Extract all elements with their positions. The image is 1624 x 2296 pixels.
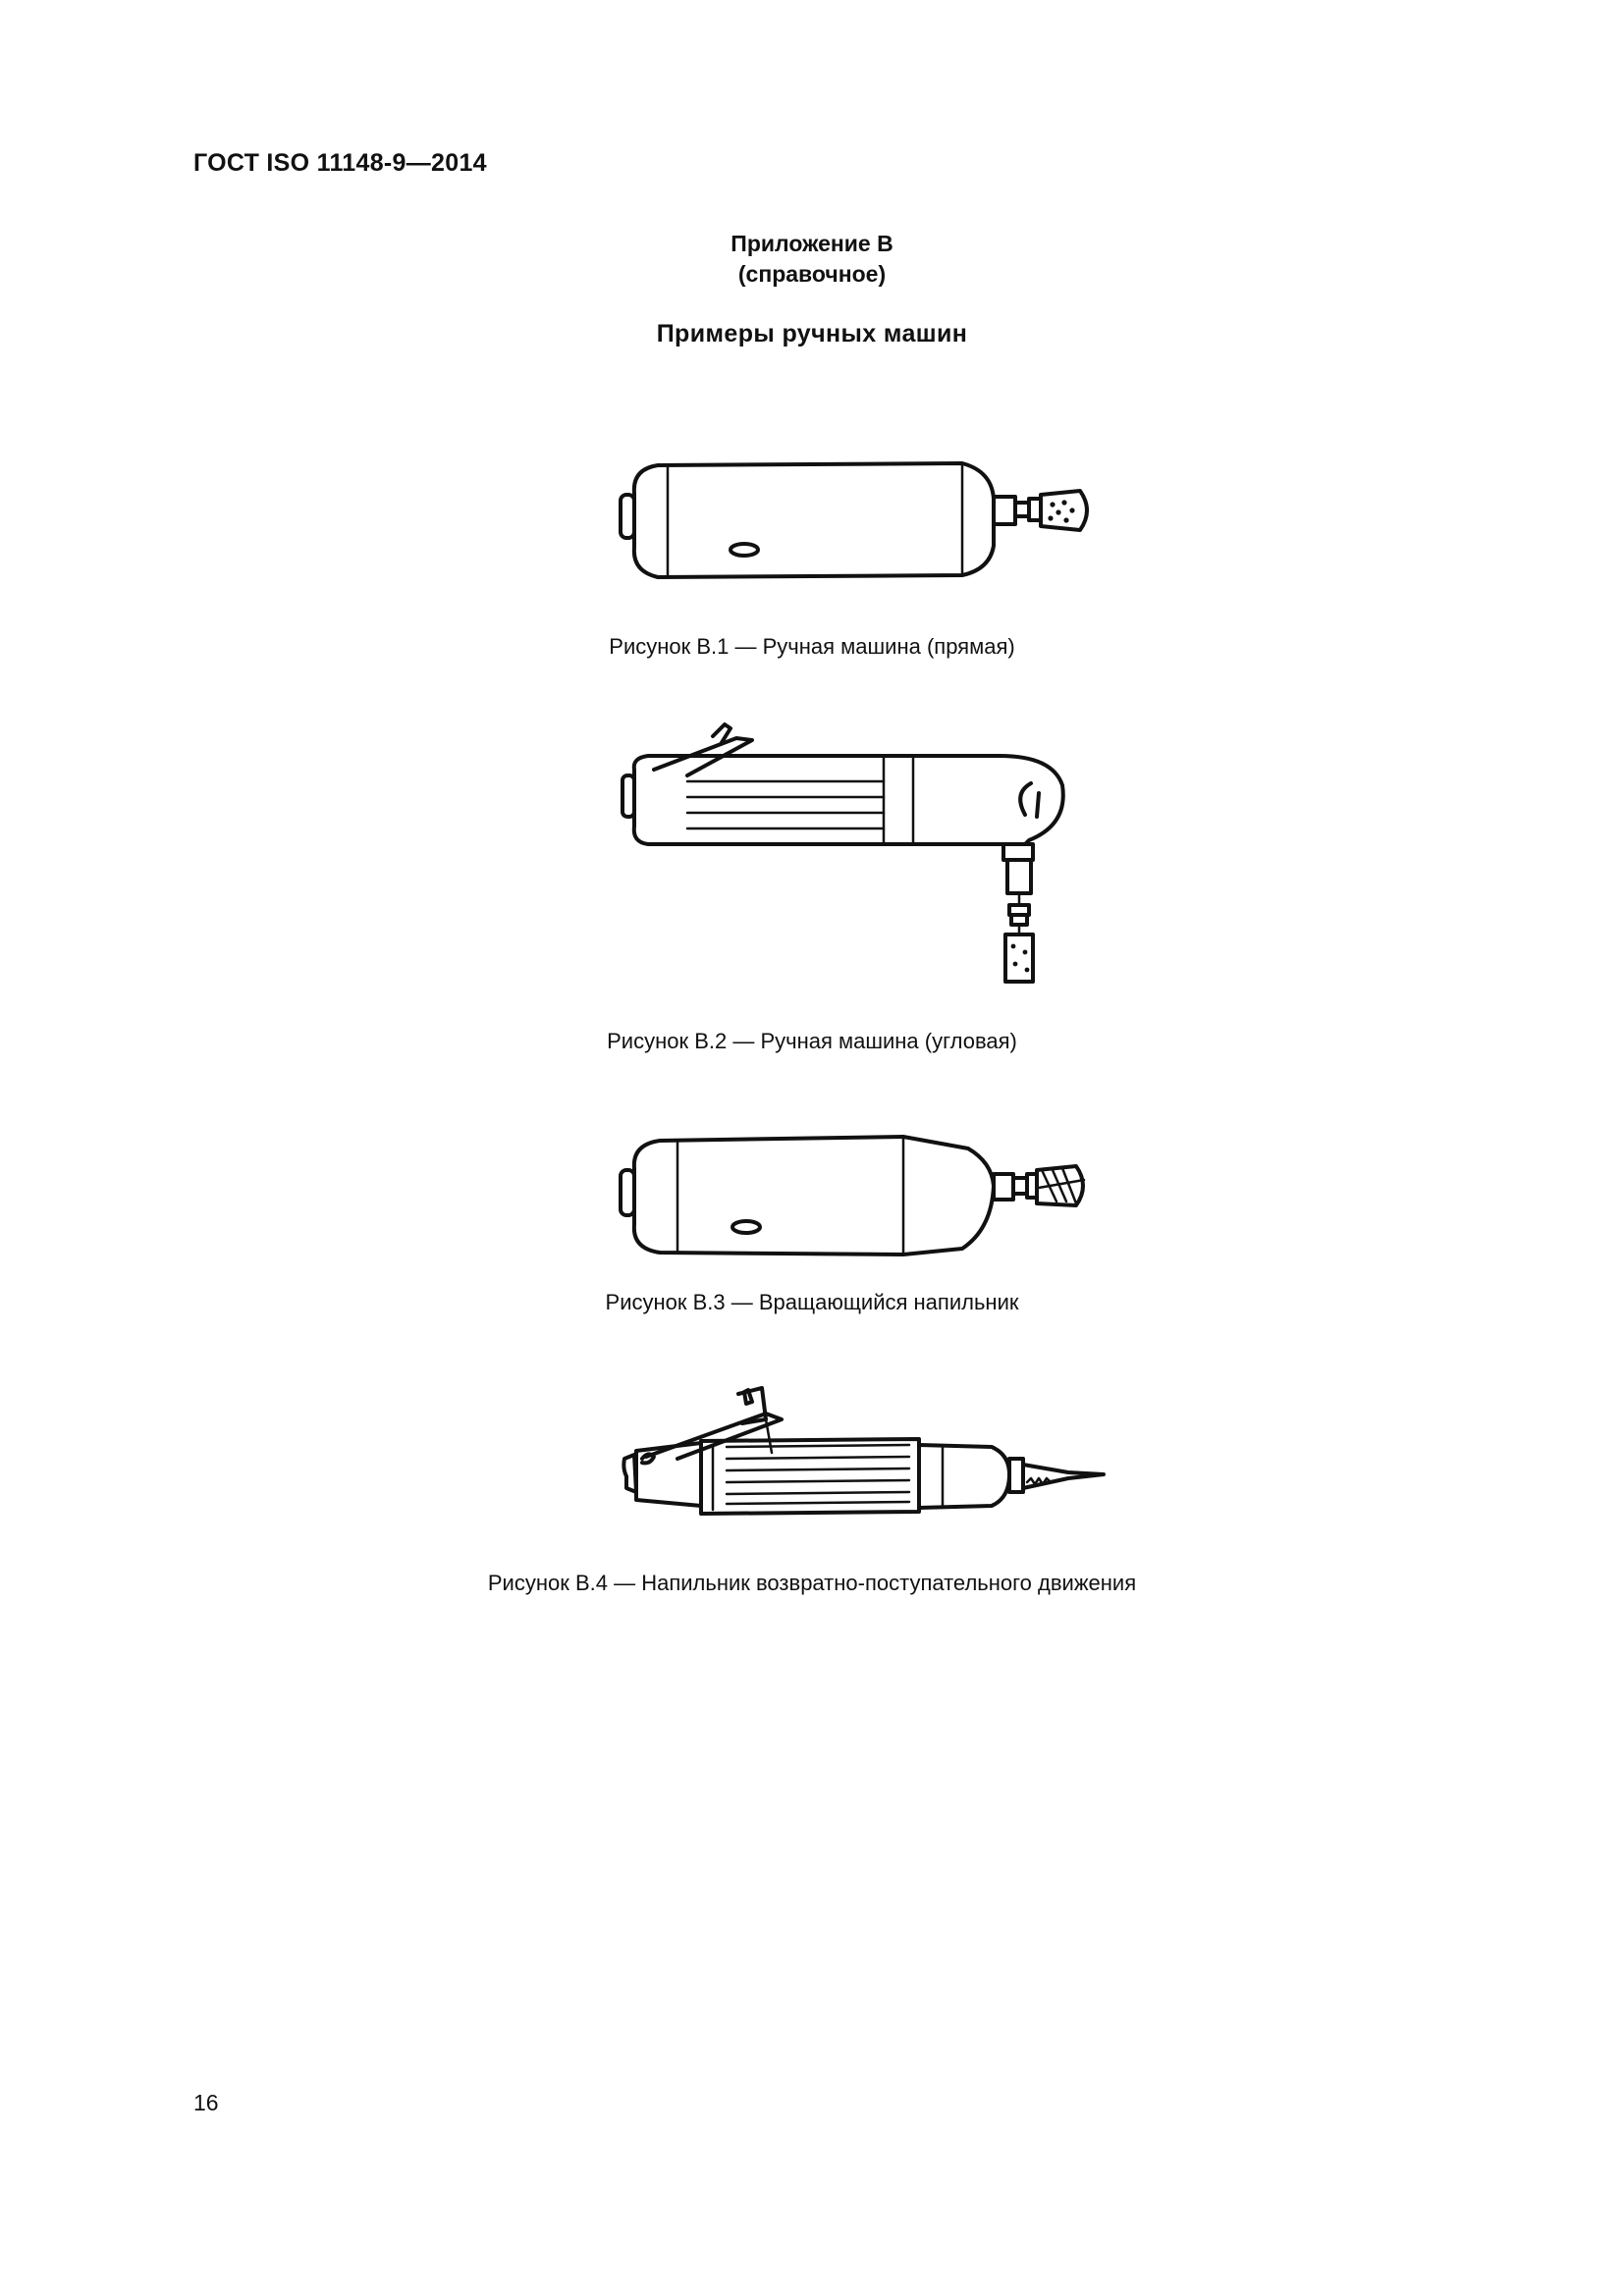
reciprocating-file-icon bbox=[619, 1380, 1110, 1527]
rotary-file-icon bbox=[619, 1131, 1110, 1268]
straight-grinder-icon bbox=[619, 454, 1110, 591]
annex-heading bbox=[0, 229, 1624, 290]
page-number: 16 bbox=[193, 2090, 219, 2115]
annex-type: (справочное) bbox=[737, 261, 887, 287]
figure-caption-b1: Рисунок В.1 — Ручная машина (прямая) bbox=[609, 634, 1015, 659]
angle-grinder-icon bbox=[619, 724, 1110, 999]
annex-title: Примеры ручных машин bbox=[656, 320, 968, 347]
annex-label: Приложение В bbox=[731, 231, 893, 256]
document-header: ГОСТ ISO 11148-9—2014 bbox=[193, 149, 487, 177]
figure-caption-b4: Рисунок В.4 — Напильник возвратно-поступательного движения bbox=[487, 1571, 1137, 1595]
figure-caption-b3: Рисунок В.3 — Вращающийся напильник bbox=[605, 1290, 1019, 1314]
figure-caption-b2: Рисунок В.2 — Ручная машина (угловая) bbox=[607, 1029, 1017, 1053]
